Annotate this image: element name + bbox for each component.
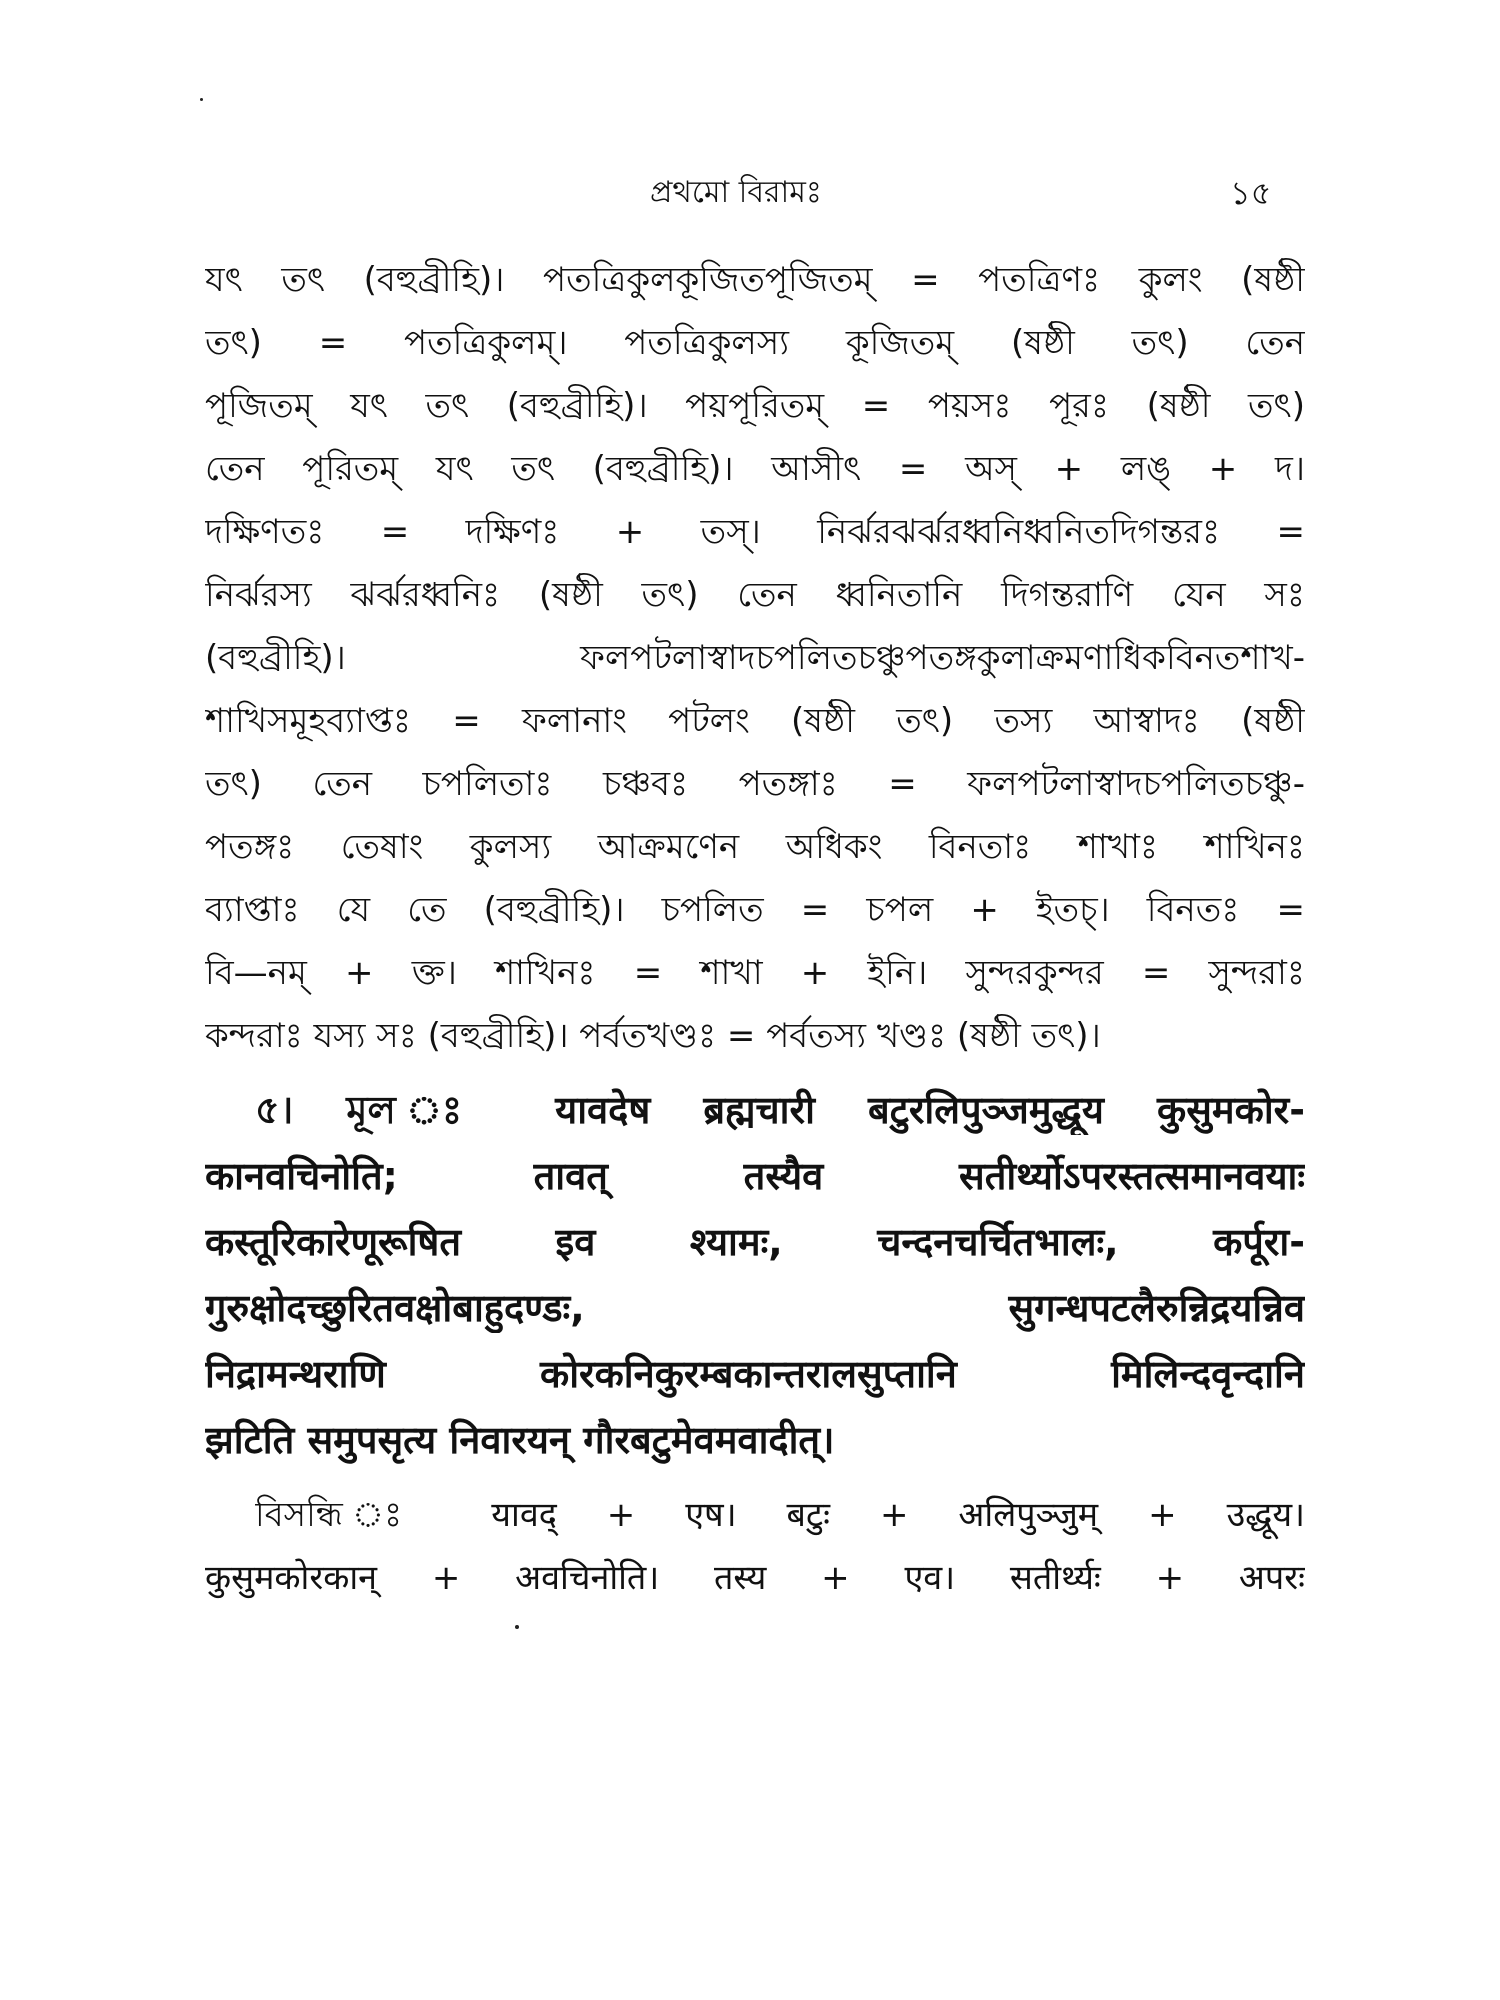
text-line: তৎ) তেন চপলিতাঃ চঞ্চবঃ পতঙ্গাঃ = ফলপটলাস্বাদচপলিতচঞ্চু- — [205, 764, 1305, 804]
text-line: পতঙ্গঃ তেষাং কুলস্য আক্রমণেন অধিকং বিনতাঃ শাখাঃ শাখিনঃ — [205, 827, 1305, 867]
text-line: ৫। মূল ঃ यावदेष ब्रह्मचारी बटुरलिपुञ्जमुद्धूय कुसुमकोर- — [255, 1088, 1305, 1132]
speck — [200, 98, 203, 101]
speck — [515, 1625, 519, 1629]
text-line: कानवचिनोति; तावत् तस्यैव सतीर्थ्योऽपरस्तत्समानवयाः — [205, 1154, 1305, 1198]
text-line: তৎ) = পতত্রিকুলম্। পতত্রিকুলস্য কূজিতম্ (ষষ্ঠী তৎ) তেন — [205, 323, 1305, 363]
text-line: বিসন্ধি ঃ यावद् + एष। बटुः + अलिपुञ्जुम् + उद्धूय। — [255, 1495, 1305, 1535]
text-line: कस्तूरिकारेणूरूषित इव श्यामः, चन्दनचर्चितभालः, कर्पूरा- — [205, 1220, 1305, 1264]
text-line: कुसुमकोरकान् + अवचिनोति। तस्य + एव। सतीर्थ्यः + अपरः — [205, 1558, 1305, 1598]
text-line: শাখিসমূহব্যাপ্তঃ = ফলানাং পটলং (ষষ্ঠী তৎ) তস্য আস্বাদঃ (ষষ্ঠী — [205, 701, 1305, 741]
text-line: যৎ তৎ (বহুব্রীহি)। পতত্রিকুলকূজিতপূজিতম্ = পতত্রিণঃ কুলং (ষষ্ঠী — [205, 260, 1305, 300]
text-line: দক্ষিণতঃ = দক্ষিণঃ + তস্। নির্ঝরঝর্ঝরধ্বনিধ্বনিতদিগন্তরঃ = — [205, 512, 1305, 552]
text-line: ব্যাপ্তাঃ যে তে (বহুব্রীহি)। চপলিত = চপল + ইতচ্। বিনতঃ = — [205, 890, 1305, 930]
running-title: প্রথমো বিরামঃ — [650, 175, 822, 210]
text-line: झटिति समुपसृत्य निवारयन् गौरबटुमेवमवादीत्। — [205, 1418, 835, 1462]
page-header — [0, 160, 1500, 220]
text-line: गुरुक्षोदच्छुरितवक्षोबाहुदण्डः, सुगन्धपटलैरुन्निद्रयन्निव — [205, 1286, 1305, 1330]
text-line: পূজিতম্ যৎ তৎ (বহুব্রীহি)। পয়পূরিতম্ = পয়সঃ পূরঃ (ষষ্ঠী তৎ) — [205, 386, 1305, 426]
text-line: (বহুব্রীহি)। ফলপটলাস্বাদচপলিতচঞ্চুপতঙ্গকুলাক্রমণাধিকবিনতশাখ- — [205, 638, 1305, 678]
text-line: কন্দরাঃ যস্য সঃ (বহুব্রীহি)। পর্বতখণ্ডঃ = পর্বতস্য খণ্ডঃ (ষষ্ঠী তৎ)। — [205, 1016, 1101, 1056]
text-line: বি—নম্ + ক্ত। শাখিনঃ = শাখা + ইনি। সুন্দরকুন্দর = সুন্দরাঃ — [205, 953, 1305, 993]
text-line: निद्रामन्थराणि कोरकनिकुरम्बकान्तरालसुप्तानि मिलिन्दवृन्दानि — [205, 1352, 1305, 1396]
text-line: নির্ঝরস্য ঝর্ঝরধ্বনিঃ (ষষ্ঠী তৎ) তেন ধ্বনিতানি দিগন্তরাণি যেন সঃ — [205, 575, 1305, 615]
text-line: তেন পূরিতম্ যৎ তৎ (বহুব্রীহি)। আসীৎ = অস্ + লঙ্ + দ। — [205, 449, 1305, 489]
page-number: ১৫ — [1230, 174, 1272, 212]
